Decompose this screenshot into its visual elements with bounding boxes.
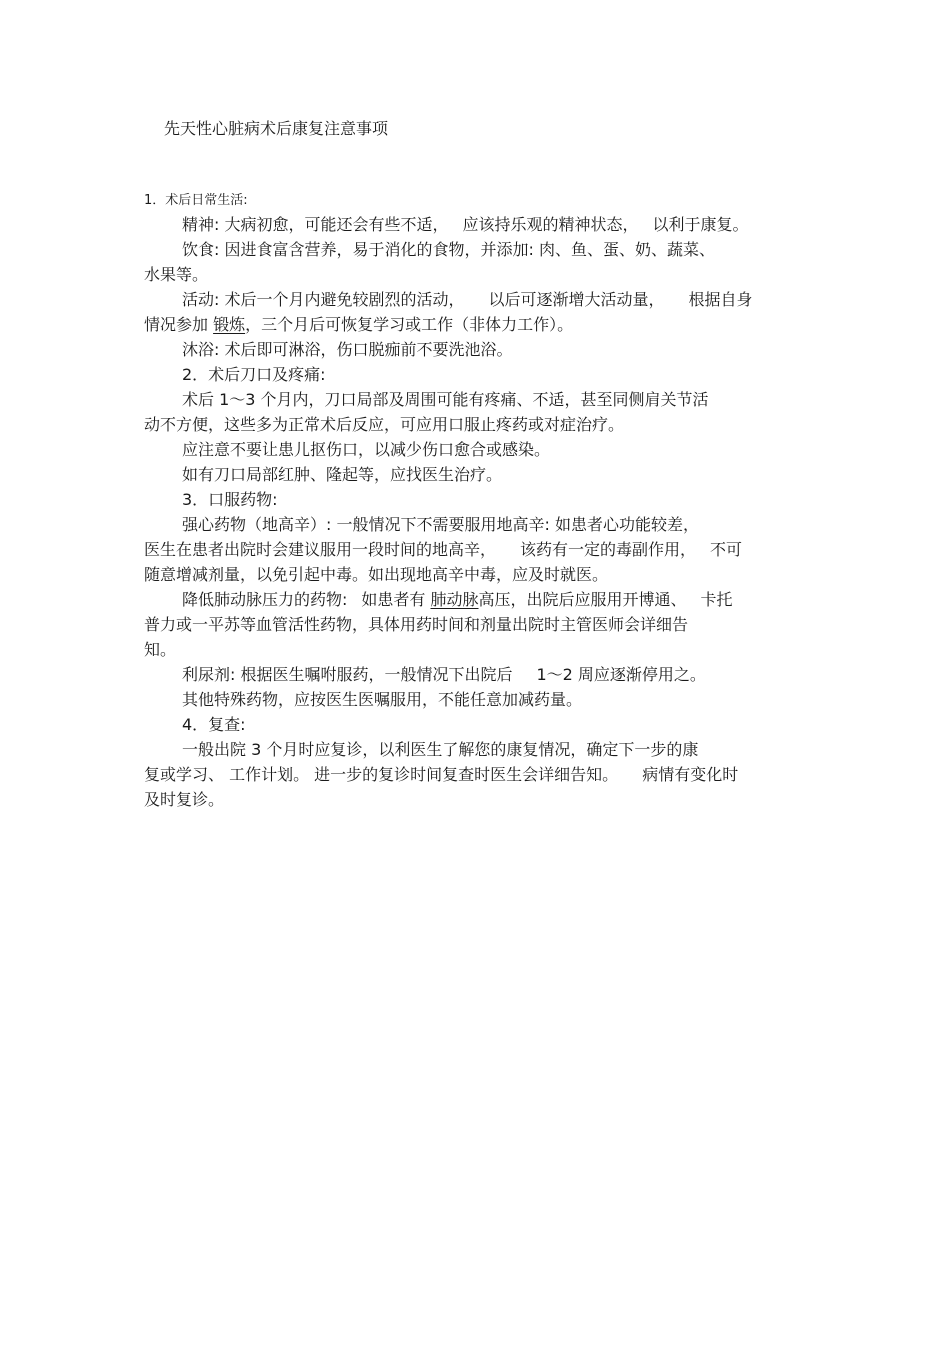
document-title: 先天性心脏病术后康复注意事项 [164,119,389,138]
paragraph-diet-line-1: 饮食: 因进食富含营养，易于消化的食物，并添加: 肉、鱼、蛋、奶、蔬菜、 [182,240,715,259]
paragraph-activity-line-2: 情况参加 锻炼，三个月后可恢复学习或工作（非体力工作）。 [144,315,574,334]
paragraph-diet-line-2: 水果等。 [144,265,209,284]
paragraph-post-op-line-2: 动不方便，这些多为正常术后反应，可应用口服止疼药或对症治疗。 [144,415,625,434]
paragraph-bathing: 沐浴: 术后即可淋浴，伤口脱痂前不要洗池浴。 [182,340,513,359]
pulmonary-artery-link[interactable]: 肺动脉 [430,590,479,609]
exercise-link[interactable]: 锻炼 [213,315,246,334]
paragraph-activity-line-1: 活动: 术后一个月内避免较剧烈的活动， 以后可逐渐增大活动量， 根据自身 [182,290,753,309]
section-1-heading: 1．术后日常生活: [144,193,248,208]
paragraph-pulmonary-line-3: 知。 [144,640,177,659]
paragraph-follow-up-line-2: 复或学习、 工作计划。 进一步的复诊时间复查时医生会详细告知。 病情有变化时 [144,765,739,784]
section-2-heading: 2．术后刀口及疼痛: [182,365,326,384]
paragraph-post-op-line-1: 术后 1～3 个月内，刀口局部及周围可能有疼痛、不适，甚至同侧肩关节活 [182,390,709,409]
paragraph-swelling: 如有刀口局部红肿、隆起等，应找医生治疗。 [182,465,503,484]
section-3-heading: 3．口服药物: [182,490,278,509]
paragraph-spirit: 精神: 大病初愈，可能还会有些不适， 应该持乐观的精神状态， 以利于康复。 [182,215,749,234]
paragraph-follow-up-line-1: 一般出院 3 个月时应复诊，以利医生了解您的康复情况，确定下一步的康 [182,740,699,759]
paragraph-diuretic: 利尿剂: 根据医生嘱咐服药，一般情况下出院后 1～2 周应逐渐停用之。 [182,665,706,684]
paragraph-follow-up-line-3: 及时复诊。 [144,790,225,809]
paragraph-other-drugs: 其他特殊药物，应按医生医嘱服用，不能任意加减药量。 [182,690,583,709]
paragraph-digoxin-line-3: 随意增减剂量，以免引起中毒。如出现地高辛中毒，应及时就医。 [144,565,609,584]
paragraph-digoxin-line-2: 医生在患者出院时会建议服用一段时间的地高辛， 该药有一定的毒副作用， 不可 [144,540,743,559]
paragraph-pulmonary-line-1: 降低肺动脉压力的药物: 如患者有 肺动脉高压，出院后应服用开博通、 卡托 [182,590,733,609]
paragraph-wound-care: 应注意不要让患儿抠伤口，以减少伤口愈合或感染。 [182,440,551,459]
document-body [144,212,809,812]
section-4-heading: 4．复查: [182,715,246,734]
paragraph-pulmonary-line-2: 普力或一平苏等血管活性药物，具体用药时间和剂量出院时主管医师会详细告 [144,615,689,634]
paragraph-digoxin-line-1: 强心药物（地高辛）: 一般情况下不需要服用地高辛: 如患者心功能较差， [182,515,699,534]
